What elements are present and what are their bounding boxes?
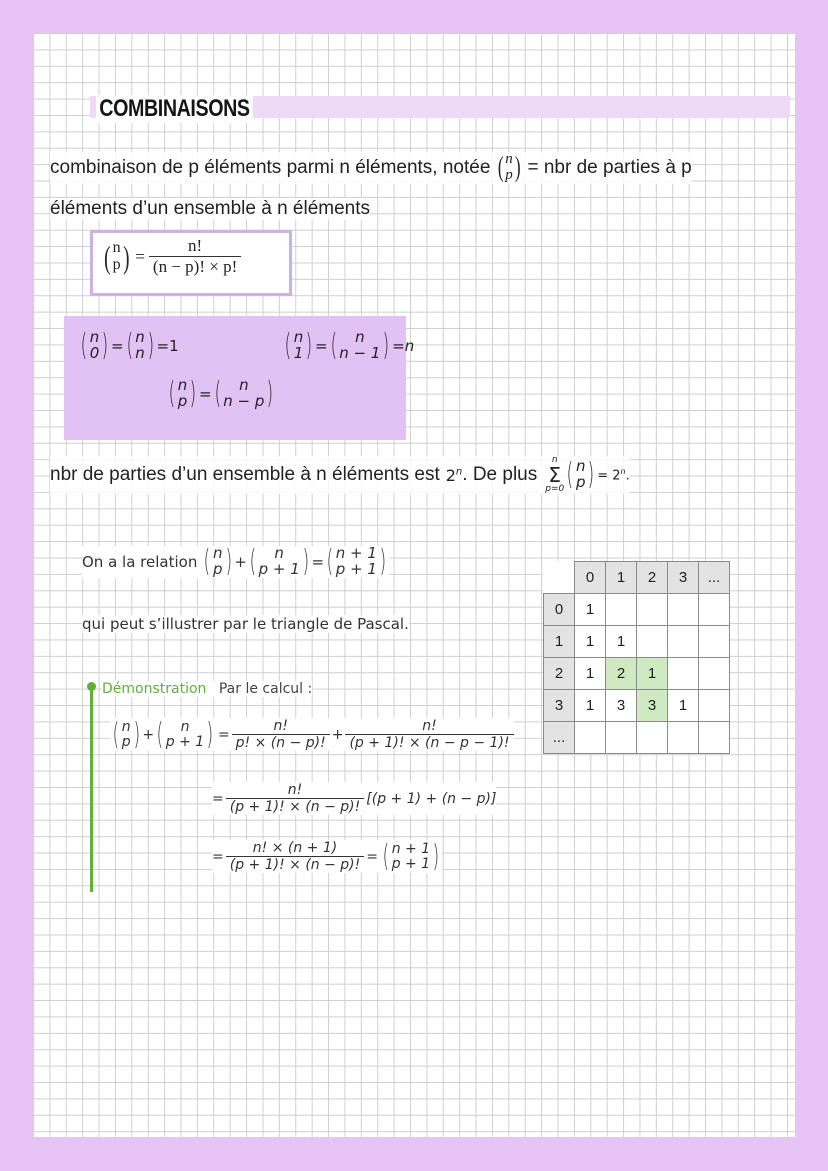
binom-bottom: p [505,166,513,183]
binom-bottom: p [112,255,121,273]
p2-binom-a: ( n 1 ) [284,327,313,363]
demonstration-bar [90,686,93,892]
table-cell: 1 [575,626,606,658]
table-cell [637,722,668,754]
table-row [544,722,730,754]
binom-top: n + 1 [335,544,377,562]
p3-binom-a: ( n p ) [168,375,197,411]
relation-binom-b: ( n p + 1 ) [249,543,309,579]
fraction-numerator: n! [273,718,288,734]
demo-fraction-1 [232,718,330,751]
relation-binom-a: ( n p ) [203,543,232,579]
binom-bottom: p [575,473,586,491]
table-cell: 1 [575,690,606,722]
equals-sign: = [135,246,145,266]
demo-line-3 [212,840,442,873]
pascal-triangle-table [543,561,730,754]
p1-binom-b: ( n n ) [126,327,154,363]
binom-top: n [239,376,249,394]
pascal-relation [82,543,389,579]
table-header: ... [699,562,730,594]
table-row [544,658,730,690]
sum-upper: n [551,455,558,465]
table-cell [699,626,730,658]
equals-sign: = [198,384,212,403]
binom-top: n [180,718,190,735]
definition-binom: ( n p ) [497,151,521,183]
p3-binom-b: ( n n − p ) [214,375,274,411]
table-header-row [544,562,730,594]
property-value: n [404,336,415,355]
binom-top: n [177,376,188,394]
table-row [544,594,730,626]
binom-bottom: 1 [293,343,304,362]
sum-result-end: . [625,468,630,484]
binom-bottom: p + 1 [258,559,300,578]
row-label: ... [544,722,575,754]
binom-bottom: 0 [89,343,100,362]
fraction-denominator: (p + 1)! × (n − p)! [226,856,365,873]
binom-top: n [112,238,121,256]
demonstration-label: Démonstration [102,681,207,697]
fraction-denominator: (n − p)! × p! [149,256,241,277]
table-cell [699,690,730,722]
table-cell [668,722,699,754]
binom-bottom: p + 1 [165,733,205,750]
subsets-text: nbr de parties d’un ensemble à n éléments est [50,464,440,485]
binom-bottom: p [177,391,188,410]
power-base: 2 [445,465,456,485]
demo-fraction-2 [345,718,513,751]
definition-text-end: = nbr de parties à p [527,156,692,178]
table-cell [699,722,730,754]
page-title: COMBINAISONS [96,95,253,123]
equals-sign: = [212,790,224,807]
plus-sign: + [331,726,344,743]
relation-caption: qui peut s’illustrer par le triangle de Pascal. [82,615,409,633]
equals-sign: = [156,336,170,355]
subsets-text-middle: . De plus [462,464,538,485]
table-cell [637,626,668,658]
sum-result-exponent: n [620,466,626,476]
sum-symbol [545,456,564,494]
fraction-numerator: n! × (n + 1) [252,840,338,856]
binom-top: n + 1 [391,840,431,857]
binom-top: n [355,328,365,346]
demo-binom-b: ( n p + 1 ) [156,716,214,752]
equals-sign: = [314,336,328,355]
sigma: Σ [548,463,562,487]
table-cell [606,722,637,754]
binom-bottom: p + 1 [335,559,377,578]
sum-result: = 2 [597,468,621,484]
table-cell: 1 [575,658,606,690]
p2-binom-b: ( n n − 1 ) [330,327,390,363]
table-cell [668,594,699,626]
binom-top: n [505,151,513,167]
relation-binom-c: ( n + 1 p + 1 ) [326,543,387,579]
table-cell-highlight: 1 [637,658,668,690]
table-cell: 1 [606,626,637,658]
fraction-numerator: n! [187,236,203,255]
row-label: 1 [544,626,575,658]
fraction-denominator: (p + 1)! × (n − p − 1)! [345,734,513,751]
equals-sign: = [212,848,224,865]
fraction-denominator: (p + 1)! × (n − p)! [226,798,365,815]
property-3 [166,375,276,411]
demo-line-1 [110,718,514,751]
table-header: 3 [668,562,699,594]
table-cell: 1 [575,594,606,626]
property-1 [78,327,179,363]
property-value: 1 [169,336,179,355]
table-cell [668,658,699,690]
binom-top: n [293,328,304,346]
demo-binom-result: ( n + 1 p + 1 ) [382,838,440,874]
table-cell [699,658,730,690]
relation-intro: On a la relation [82,552,198,571]
equals-sign: = [110,336,124,355]
table-cell: 1 [668,690,699,722]
table-header: 1 [606,562,637,594]
binom-bottom: p + 1 [391,855,431,872]
definition-line-1 [50,152,692,184]
formula-fraction [149,236,241,277]
row-label: 3 [544,690,575,722]
property-2 [282,327,415,363]
fraction-denominator: p! × (n − p)! [232,734,330,751]
binom-bottom: n [135,343,145,362]
subsets-line [50,456,630,494]
demo-binom-a: ( n p ) [112,716,140,752]
table-cell [575,722,606,754]
table-cell [699,594,730,626]
binom-top: n [213,544,223,562]
binom-top: n [121,718,131,735]
table-row [544,690,730,722]
fraction-numerator: n! [422,718,437,734]
equals-sign: = [392,336,405,355]
plus-sign: + [234,552,247,571]
binom-top: n [89,328,100,346]
bracket-expression: [(p + 1) + (n − p)] [366,790,497,807]
sum-lower: p=0 [545,484,565,494]
equals-sign: = [366,848,378,865]
table-cell [637,594,668,626]
demo-fraction-4 [226,840,365,873]
demo-fraction-3 [226,782,365,815]
binom-bottom: n − 1 [339,343,381,362]
power-exponent: n [455,466,463,478]
definition-text: combinaison de p éléments parmi n éléments, notée [50,156,491,178]
row-label: 0 [544,594,575,626]
table-header: 0 [575,562,606,594]
plus-sign: + [142,726,155,743]
binom-top: n [575,457,586,476]
table-cell [606,594,637,626]
binom-top: n [135,328,145,346]
table-row [544,626,730,658]
table-cell-highlight: 2 [606,658,637,690]
fraction-numerator: n! [287,782,303,798]
p1-binom-a: ( n 0 ) [80,327,109,363]
formula-binom: ( n p ) [104,238,130,275]
binom-bottom: p [121,733,131,750]
demonstration-header [102,681,312,697]
binomial-formula [102,236,241,277]
demo-line-2 [212,782,496,815]
binom-bottom: n − p [223,391,265,410]
table-cell-highlight: 3 [637,690,668,722]
demonstration-subtitle: Par le calcul : [218,681,313,697]
equals-sign: = [217,726,230,743]
binom-top: n [274,544,284,562]
equals-sign: = [311,552,325,571]
sum-binom: ( n p ) [566,457,595,492]
row-label: 2 [544,658,575,690]
table-corner [544,562,575,594]
binom-bottom: p [213,559,223,578]
definition-line-2: éléments d’un ensemble à n éléments [50,198,371,219]
table-cell [668,626,699,658]
bullet-icon [87,682,96,691]
table-header: 2 [637,562,668,594]
table-cell: 3 [606,690,637,722]
